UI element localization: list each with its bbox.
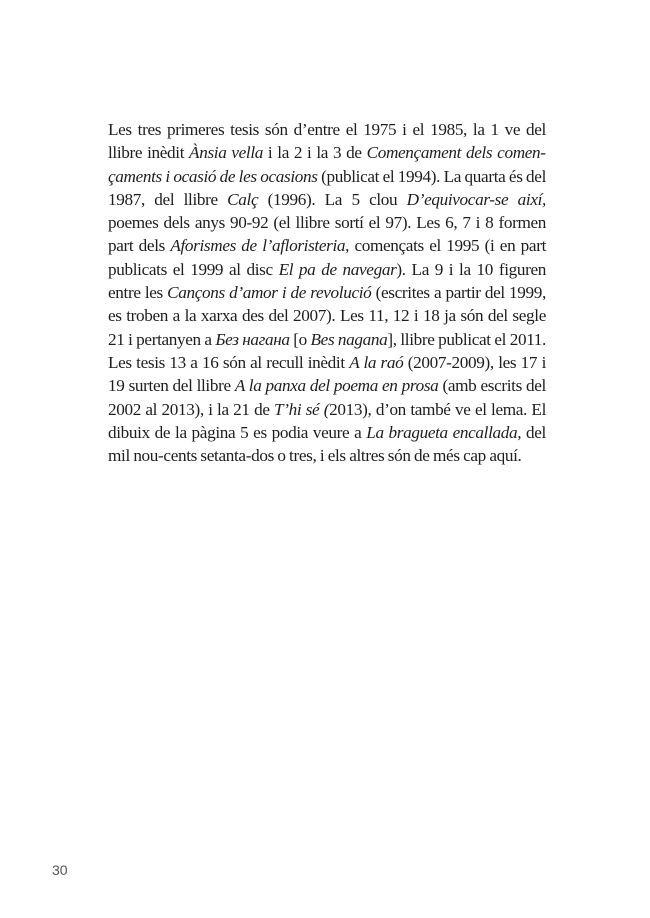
book-title: A la panxa del poema en prosa [234,376,439,396]
text-run: i la 2 i la 3 de [263,143,367,163]
text-run: (escrites a partir del 1999, es troben a la xarxa des del 2007). Les 11, 12 i 18 ja són del segle 21 i pertanyen a [108,283,546,349]
text-run: (1996). La 5 clou [258,189,407,209]
book-title: Aforismes de l’afloristeria [170,236,346,256]
text-run: poemes dels anys 90-92 (el llibre sortí el 97). Les 6, 7 i 8 formen part dels [108,213,546,256]
text-run: , començats el 1995 (i en part publicats el 1999 al disc [108,236,546,279]
book-title: Començament dels començaments i ocasió de les ocasions [108,143,547,186]
text-run: (2007-2009), les 17 i 19 surten del llibre [108,352,546,396]
book-title: T’hi sé ( [274,399,330,419]
text-run: del mil nou-cents setanta-dos o tres, i els altres són de més cap aquí. [108,422,546,466]
text-run: ). La 9 i la 10 figuren entre les [108,259,546,303]
page-number: 30 [52,862,68,878]
book-title: A la raó [349,352,404,372]
book-title: Bes nagana [310,329,388,349]
text-run: ], llibre publicat el 2011. Les tesis 13 a 16 són al recull inèdit [108,329,546,372]
book-title: Ànsia vella [189,143,264,163]
body-paragraph [108,118,546,467]
text-run: Les tres primeres tesis són d’entre el 1975 i el 1985, la 1 ve del llibre inèdit [108,120,546,163]
book-title: La bragueta encallada, [366,422,522,442]
text-run: 2013), d’on també ve el lema. El dibuix de la pàgina 5 es podia veure a [108,399,546,442]
text-run: (amb escrits del 2002 al 2013), i la 21 de [108,376,546,419]
book-title: Calç [227,189,259,209]
book-title: D’equivocar-se així, [406,189,546,209]
book-title: Без нагана [215,329,290,349]
text-run: (publicat el 1994). La quarta és del 1987, del llibre [108,166,546,209]
book-title: Cançons d’amor i de revolució [167,283,372,303]
book-title: El pa de navegar [278,259,397,279]
text-run: [o [289,329,311,349]
